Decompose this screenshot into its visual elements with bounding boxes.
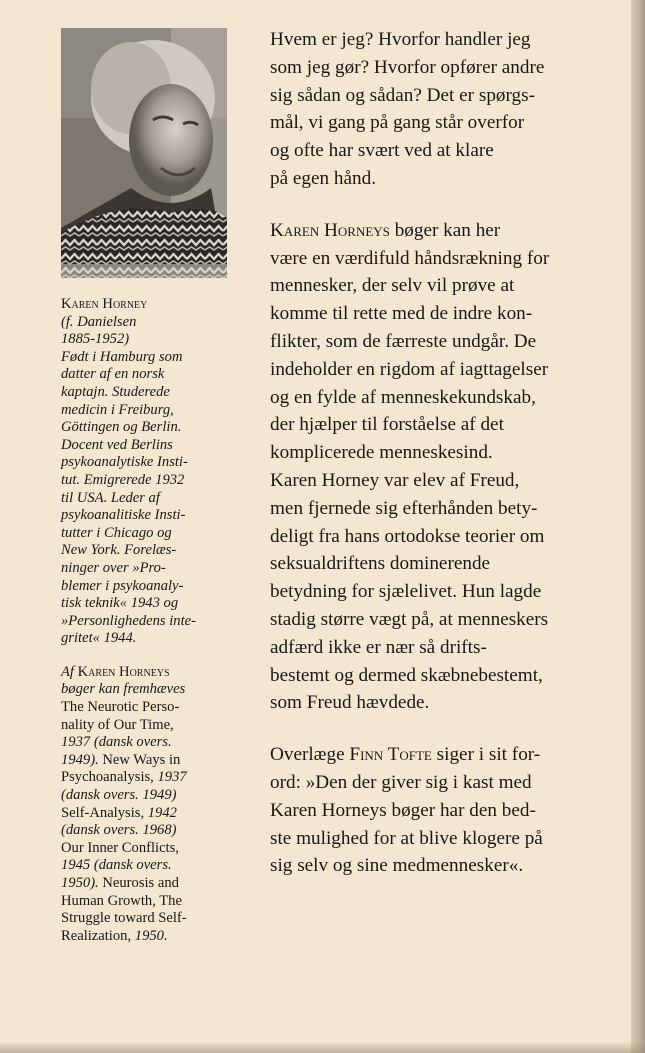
blurb-line: Hvem er jeg? Hvorfor handler jeg	[270, 29, 531, 50]
blurb-line: være en værdifuld håndsrækning for	[270, 247, 550, 269]
bottom-edge-shadow	[0, 1041, 645, 1053]
blurb-line: flikter, som de færreste undgår. De	[270, 330, 537, 352]
book-title-line: 1949). New Ways in	[61, 751, 181, 768]
bio-line: tisk teknik« 1943 og	[61, 595, 179, 612]
book-title-line: 1950). Neurosis and	[61, 875, 179, 891]
blurb-line: indeholder en rigdom af iagttagelser	[270, 358, 549, 380]
bio-line: New York. Forelæs-	[61, 542, 177, 559]
book-edition-line: 1937 (dansk overs.	[61, 734, 172, 751]
bio-line: datter af en norsk	[61, 366, 165, 383]
bio-line: medicin i Freiburg,	[61, 401, 174, 418]
book-edition-line: (dansk overs. 1968)	[61, 822, 177, 839]
book-edition-line: (dansk overs. 1949)	[61, 787, 177, 804]
blurb-line: komme til rette med de indre kon-	[270, 303, 533, 325]
blurb-line: som Freud hævdede.	[270, 692, 430, 714]
book-edition-line: 1945 (dansk overs.	[61, 857, 172, 874]
bio-line: Göttingen og Berlin.	[61, 419, 182, 436]
bio-line: Docent ved Berlins	[61, 436, 173, 453]
author-name: Karen Horney	[61, 296, 148, 312]
blurb-line: der hjælper til forståelse af det	[270, 414, 504, 436]
blurb-paragraph-1	[270, 26, 600, 193]
blurb-line: ord: »Den der giver sig i kast med	[270, 771, 532, 793]
blurb-line: betydning for sjælelivet. Hun lagde	[270, 581, 542, 603]
blurb-paragraph-2	[270, 217, 600, 717]
blurb-line: seksualdriftens dominerende	[270, 553, 491, 575]
blurb-line: Karen Horney var elev af Freud,	[270, 469, 520, 491]
blurb-line: deligt fra hans ortodokse teorier om	[270, 525, 545, 547]
bio-line: til USA. Leder af	[61, 489, 160, 506]
bio-line: psykoanalytiske Insti-	[61, 454, 188, 471]
blurb-line: som jeg gør? Hvorfor opfører andre	[270, 56, 545, 78]
bio-line: psykoanalitiske Insti-	[61, 507, 186, 524]
bio-line: tut. Emigrerede 1932	[61, 471, 185, 488]
bio-line: gritet« 1944.	[61, 630, 137, 647]
book-title-line: Struggle toward Self-	[61, 910, 187, 927]
bio-line: 1885-1952)	[61, 331, 130, 348]
blurb-line: stadig større vægt på, at menneskers	[270, 608, 549, 630]
blurb-line: og ofte har svært ved at klare	[270, 140, 494, 162]
book-title-line: Psychoanalysis, 1937	[61, 769, 187, 786]
author-portrait-image	[61, 28, 227, 278]
bio-line: (f. Danielsen	[61, 313, 137, 330]
author-bio	[61, 296, 241, 648]
book-title-line: Human Growth, The	[61, 892, 182, 909]
blurb-line: Karen Horneys bøger kan her	[270, 219, 501, 241]
blurb-line: men fjernede sig efterhånden bety-	[270, 497, 538, 519]
bio-line: Født i Hamburg som	[61, 348, 183, 365]
blurb-line: mål, vi gang på gang står overfor	[270, 112, 525, 134]
blurb-line: adfærd ikke er nær så drifts-	[270, 636, 487, 658]
page-edge	[631, 0, 645, 1053]
author-bio-column	[61, 296, 241, 961]
book-title-line: Self-Analysis, 1942	[61, 804, 177, 821]
blurb-line: mennesker, der selv vil prøve at	[270, 275, 515, 297]
blurb-line: på egen hånd.	[270, 167, 377, 189]
book-title-line: The Neurotic Perso-	[61, 699, 180, 716]
blurb-line: og en fylde af menneskekundskab,	[270, 386, 536, 408]
bio-line: kaptajn. Studerede	[61, 383, 170, 400]
bio-line: tutter i Chicago og	[61, 524, 172, 541]
blurb-column	[270, 26, 600, 880]
author-photo	[61, 28, 227, 278]
bio-line: ninger over »Pro-	[61, 559, 166, 576]
books-heading: Af Karen Horneys	[61, 663, 170, 680]
blurb-line: sig sådan og sådan? Det er spørgs-	[270, 84, 536, 106]
blurb-line: bestemt og dermed skæbnebestemt,	[270, 664, 543, 686]
books-heading-line: bøger kan fremhæves	[61, 681, 186, 698]
blurb-paragraph-3	[270, 741, 600, 880]
book-title-line: nality of Our Time,	[61, 716, 174, 733]
blurb-line: Overlæge Finn Tofte siger i sit for-	[270, 744, 541, 766]
blurb-line: sig selv og sine medmennesker«.	[270, 855, 524, 877]
books-list	[61, 664, 241, 946]
blurb-line: ste mulighed for at blive klogere på	[270, 827, 543, 849]
blurb-line: Karen Horneys bøger har den bed-	[270, 799, 536, 821]
book-title-line: Our Inner Conflicts,	[61, 839, 179, 856]
blurb-line: komplicerede menneskesind.	[270, 442, 493, 464]
bio-line: blemer i psykoanaly-	[61, 577, 184, 594]
bio-line: »Personlighedens inte-	[61, 612, 196, 629]
book-title-line: Realization, 1950.	[61, 927, 168, 944]
